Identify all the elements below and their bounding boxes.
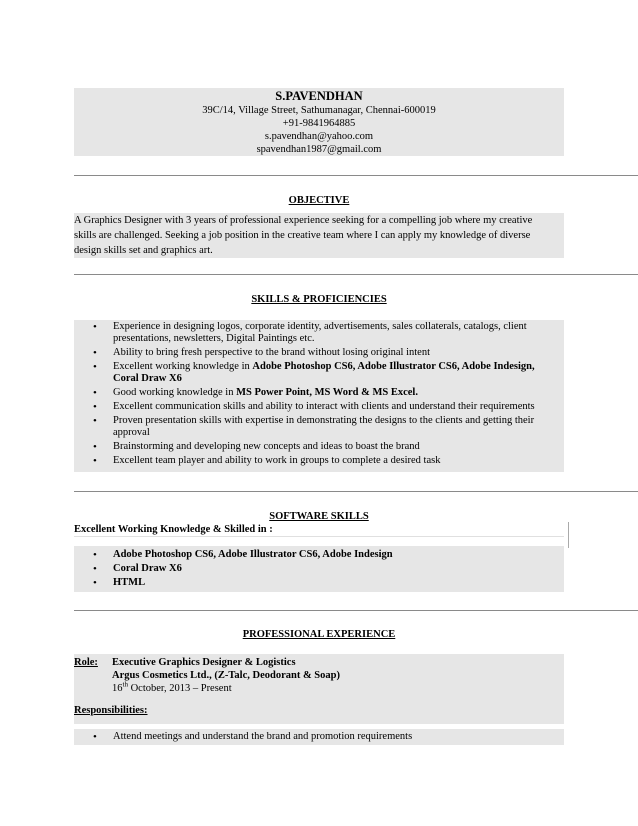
email-gmail: spavendhan1987@gmail.com	[256, 144, 382, 155]
bullet-icon: •	[93, 455, 97, 467]
list-item-text: Brainstorming and developing new concepts and ideas to boast the brand	[113, 441, 420, 452]
list-item-text: Excellent working knowledge in Adobe Photoshop CS6, Adobe Illustrator CS6, Adobe Indesign,	[113, 361, 535, 372]
objective-heading: OBJECTIVE	[288, 195, 350, 206]
divider	[74, 175, 638, 176]
skills-heading: SKILLS & PROFICIENCIES	[251, 294, 387, 305]
list-item	[74, 548, 564, 562]
bullet-icon: •	[93, 731, 97, 743]
company: Argus Cosmetics Ltd., (Z-Talc, Deodorant & Soap)	[112, 670, 340, 681]
software-list	[74, 546, 564, 590]
bullet-icon: •	[93, 415, 97, 427]
responsibilities-label: Responsibilities:	[74, 705, 148, 716]
bullet-icon: •	[93, 549, 97, 561]
list-item-text: Experience in designing logos, corporate identity, advertisements, sales collaterals, catalogs, client	[113, 321, 527, 332]
divider	[74, 274, 638, 275]
list-item	[74, 321, 564, 345]
list-item	[74, 415, 564, 439]
software-list-block	[74, 546, 564, 592]
bullet-icon: •	[93, 441, 97, 453]
list-item	[74, 361, 564, 385]
software-subheading: Excellent Working Knowledge & Skilled in :	[74, 524, 273, 535]
list-item	[74, 576, 564, 590]
experience-block	[74, 654, 564, 724]
list-item-text: approval	[113, 427, 150, 438]
objective-line: A Graphics Designer with 3 years of professional experience seeking for a compelling job where my creative	[74, 215, 533, 226]
list-item	[74, 562, 564, 576]
divider	[74, 491, 638, 492]
candidate-name: S.PAVENDHAN	[275, 89, 363, 103]
responsibilities-list	[74, 729, 564, 743]
software-subheading-edge	[568, 522, 569, 548]
address: 39C/14, Village Street, Sathumanagar, Chennai-600019	[202, 105, 436, 116]
list-item-text: Proven presentation skills with expertise in demonstrating the designs to the clients and getting their	[113, 415, 535, 426]
list-item	[74, 455, 564, 467]
email-yahoo: s.pavendhan@yahoo.com	[264, 131, 374, 142]
role-label: Role:	[74, 657, 98, 668]
list-item	[74, 347, 564, 359]
skills-list	[74, 320, 564, 467]
bullet-icon: •	[93, 563, 97, 575]
objective-text	[74, 213, 564, 258]
header-block	[74, 88, 564, 156]
software-subheading-rule	[74, 536, 564, 537]
list-item-text: Adobe Photoshop CS6, Adobe Illustrator CS6, Adobe Indesign	[113, 549, 393, 560]
list-item-text: Coral Draw X6	[113, 563, 182, 574]
list-item-text: Attend meetings and understand the brand and promotion requirements	[113, 731, 413, 742]
list-item	[74, 731, 564, 743]
bullet-icon: •	[93, 577, 97, 589]
employment-date: 16th October, 2013 – Present	[112, 680, 232, 694]
list-item	[74, 401, 564, 413]
list-item-text: presentations, newsletters, Digital Paintings etc.	[113, 333, 315, 344]
list-item-text: Coral Draw X6	[113, 373, 182, 384]
bullet-icon: •	[93, 361, 97, 373]
list-item-text: Good working knowledge in MS Power Point, MS Word & MS Excel.	[113, 387, 418, 398]
divider	[74, 610, 638, 611]
list-item-text: Excellent communication skills and ability to interact with clients and understand their requirements	[113, 401, 535, 412]
list-item-text: Excellent team player and ability to work in groups to complete a desired task	[113, 455, 441, 466]
list-item	[74, 387, 564, 399]
objective-line: skills are challenged. Seeking a job position in the creative team where I can apply my knowledge of diverse	[74, 230, 531, 241]
list-item-text: HTML	[113, 577, 146, 588]
objective-line: design skills set and graphics art.	[74, 245, 213, 256]
bullet-icon: •	[93, 387, 97, 399]
list-item-text: Ability to bring fresh perspective to the brand without losing original intent	[113, 347, 430, 358]
skills-list-block	[74, 320, 564, 472]
list-item	[74, 441, 564, 453]
bullet-icon: •	[93, 401, 97, 413]
experience-heading: PROFESSIONAL EXPERIENCE	[242, 629, 396, 640]
role-row	[74, 656, 564, 669]
software-heading: SOFTWARE SKILLS	[269, 511, 369, 522]
responsibilities-list-block	[74, 729, 564, 745]
bullet-icon: •	[93, 321, 97, 333]
role-title: Executive Graphics Designer & Logistics	[112, 657, 296, 668]
phone: +91-9841964885	[282, 118, 356, 129]
bullet-icon: •	[93, 347, 97, 359]
